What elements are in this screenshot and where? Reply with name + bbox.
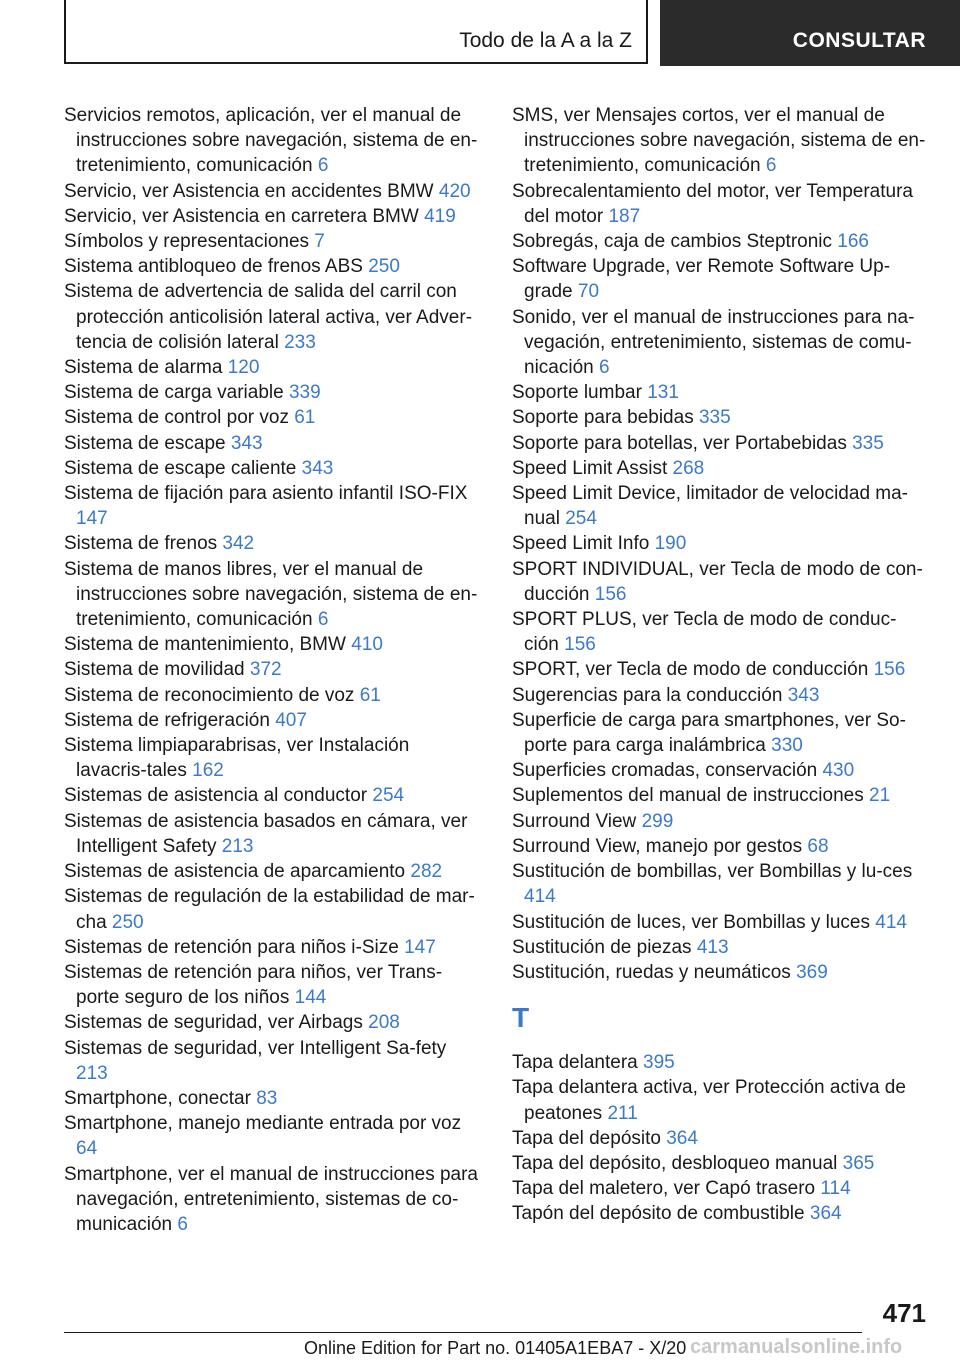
- index-entry: [64, 1086, 482, 1111]
- page-reference-link[interactable]: 208: [368, 1012, 400, 1034]
- page-reference-link[interactable]: 250: [111, 911, 144, 933]
- index-entry-text: Sustitución, ruedas y neumáticos: [512, 961, 791, 983]
- page-reference-link[interactable]: 268: [672, 457, 705, 479]
- index-entry-text: SPORT INDIVIDUAL, ver Tecla de modo de con‐ducción: [512, 558, 923, 605]
- page-reference-link[interactable]: 156: [564, 634, 596, 656]
- index-entry: [64, 1111, 482, 1161]
- page-header: [0, 0, 960, 66]
- page-reference-link[interactable]: 156: [594, 583, 627, 605]
- page-reference-link[interactable]: 342: [222, 533, 255, 555]
- index-column-right: [512, 103, 930, 1227]
- index-entry: [64, 1036, 482, 1086]
- index-entry: [512, 708, 930, 758]
- index-entry: [512, 179, 930, 229]
- index-entry-text: Sistema de reconocimiento de voz: [64, 684, 355, 706]
- index-entry-text: Sistema de advertencia de salida del carril con protección anticolisión lateral activa, ver Adver‐tencia de colisión lateral: [64, 281, 473, 353]
- page-reference-link[interactable]: 61: [359, 684, 381, 706]
- footer-edition-text: Online Edition for Part no. 01405A1EBA7 - X/20: [304, 1338, 687, 1358]
- index-entry: [512, 481, 930, 531]
- index-entry: [512, 1126, 930, 1151]
- page-reference-link[interactable]: 64: [76, 1138, 98, 1160]
- index-entry: [64, 254, 482, 279]
- index-entry-text: Sistemas de asistencia al conductor: [64, 785, 368, 807]
- index-entry-text: Sustitución de bombillas, ver Bombillas y lu‐ces: [512, 861, 913, 883]
- index-entry-text: Sistemas de seguridad, ver Airbags: [64, 1012, 363, 1034]
- index-entry-text: Sistema de fijación para asiento infantil ISO‐FIX: [64, 483, 468, 505]
- header-section-tab: [660, 0, 960, 66]
- index-entry-text: Sobregás, caja de cambios Steptronic: [512, 231, 833, 253]
- page-reference-link[interactable]: 254: [372, 785, 405, 807]
- index-entry-text: Surround View, manejo por gestos: [512, 835, 803, 857]
- index-entry-text: Superficies cromadas, conservación: [512, 760, 818, 782]
- page-reference-link[interactable]: 343: [301, 457, 334, 479]
- page-reference-link[interactable]: 6: [317, 609, 329, 631]
- index-entry: [64, 708, 482, 733]
- index-entry: [64, 657, 482, 682]
- page-reference-link[interactable]: 365: [842, 1152, 875, 1174]
- index-column-left: [64, 103, 482, 1237]
- index-entries-s: [512, 103, 930, 985]
- letter-heading-t: T: [512, 1002, 530, 1034]
- index-entry-text: Tapón del depósito de combustible: [512, 1203, 805, 1225]
- index-entry: [64, 884, 482, 934]
- page-reference-link[interactable]: 6: [599, 357, 610, 379]
- page-reference-link[interactable]: 6: [765, 155, 777, 177]
- index-entry-text: Sistemas de regulación de la estabilidad de mar‐cha: [64, 886, 475, 933]
- page-reference-link[interactable]: 282: [410, 861, 443, 883]
- index-entry: [64, 960, 482, 1010]
- page-reference-link[interactable]: 395: [643, 1052, 675, 1074]
- page-reference-link[interactable]: 419: [424, 205, 456, 227]
- index-entry: [64, 229, 482, 254]
- header-title-box: [64, 0, 648, 64]
- index-entry-text: Speed Limit Info: [512, 533, 650, 555]
- page-reference-link[interactable]: 147: [76, 508, 108, 530]
- page-reference-link[interactable]: 343: [787, 684, 820, 706]
- page-reference-link[interactable]: 414: [524, 886, 556, 908]
- index-entry: [512, 1075, 930, 1125]
- page-reference-link[interactable]: 70: [577, 281, 600, 303]
- index-entry: [512, 960, 930, 985]
- index-entry: [512, 809, 930, 834]
- index-entry: [64, 783, 482, 808]
- page-reference-link[interactable]: 335: [698, 407, 731, 429]
- index-entry: [64, 1162, 482, 1238]
- page-reference-link[interactable]: 407: [275, 709, 307, 731]
- page-reference-link[interactable]: 156: [873, 659, 906, 681]
- page-reference-link[interactable]: 233: [284, 331, 316, 353]
- index-entry: [64, 531, 482, 556]
- page-reference-link[interactable]: 343: [230, 432, 263, 454]
- index-entry: [512, 758, 930, 783]
- index-entry-text: Sistemas de retención para niños i-Size: [64, 936, 399, 958]
- index-entry: [64, 481, 482, 531]
- index-entry: [64, 1010, 482, 1035]
- index-entry-text: Servicio, ver Asistencia en carretera BMW: [64, 205, 419, 227]
- index-entry: [64, 809, 482, 859]
- page-reference-link[interactable]: 335: [852, 432, 884, 454]
- index-entry: [512, 859, 930, 909]
- page-reference-link[interactable]: 147: [404, 936, 436, 958]
- index-entry-text: Speed Limit Assist: [512, 457, 668, 479]
- index-entry-text: Sistema de escape: [64, 432, 226, 454]
- index-entry: [512, 910, 930, 935]
- page-reference-link[interactable]: 364: [809, 1203, 842, 1225]
- page-reference-link[interactable]: 410: [351, 634, 383, 656]
- index-entry: [64, 103, 482, 179]
- page-reference-link[interactable]: 6: [317, 155, 329, 177]
- index-entry: [512, 834, 930, 859]
- index-entry: [512, 607, 930, 657]
- page-number: 471: [882, 1298, 926, 1328]
- index-entry-text: Software Upgrade, ver Remote Software Up‐grade: [512, 256, 891, 303]
- index-entry: [512, 229, 930, 254]
- index-entry-text: Sonido, ver el manual de instrucciones para na‐vegación, entretenimiento, sistemas de comu‐nicación: [512, 306, 915, 379]
- page-reference-link[interactable]: 166: [837, 231, 869, 253]
- index-entry-text: Suplementos del manual de instrucciones: [512, 785, 864, 807]
- index-entry-text: Sugerencias para la conducción: [512, 684, 783, 706]
- index-entry: [512, 305, 930, 381]
- index-entry-text: Speed Limit Device, limitador de velocidad ma‐nual: [512, 483, 909, 530]
- page-reference-link[interactable]: 61: [294, 407, 316, 429]
- index-entry: [64, 557, 482, 633]
- index-entry-text: Soporte para botellas, ver Portabebidas: [512, 432, 847, 454]
- page-reference-link[interactable]: 369: [796, 961, 828, 983]
- index-entry-text: Sistemas de asistencia de aparcamiento: [64, 861, 406, 883]
- index-entry-text: Tapa delantera activa, ver Protección activa de peatones: [512, 1077, 906, 1124]
- index-entry-text: Sistema limpiaparabrisas, ver Instalación lavacris‐tales: [64, 735, 410, 782]
- index-entry: [512, 531, 930, 556]
- page-reference-link[interactable]: 114: [820, 1178, 851, 1200]
- page-reference-link[interactable]: 68: [807, 835, 829, 857]
- index-entry: [512, 431, 930, 456]
- index-entry-text: Sistemas de asistencia basados en cámara, ver Intelligent Safety: [64, 810, 468, 857]
- index-entry: [512, 683, 930, 708]
- index-entry: [512, 783, 930, 808]
- index-entry: [512, 254, 930, 304]
- index-entry-text: Símbolos y representaciones: [64, 231, 310, 253]
- index-entry: [512, 1201, 930, 1226]
- footer-watermark: carmanualsonline.info: [690, 1336, 903, 1358]
- index-entry-text: SPORT PLUS, ver Tecla de modo de conduc‐ción: [512, 609, 897, 656]
- index-entry-text: Sustitución de piezas: [512, 936, 692, 958]
- index-entry-text: Sistema de manos libres, ver el manual de instrucciones sobre navegación, sistema de en‐tretenimiento, comunicación: [64, 558, 478, 631]
- index-entry: [64, 405, 482, 430]
- index-entry: [512, 405, 930, 430]
- page-reference-link[interactable]: 413: [696, 936, 729, 958]
- page-reference-link[interactable]: 144: [294, 987, 327, 1009]
- index-entry: [512, 1050, 930, 1075]
- index-entry-text: Sistema antibloqueo de frenos ABS: [64, 256, 363, 278]
- page-reference-link[interactable]: 430: [822, 760, 855, 782]
- index-entry-text: Sistema de control por voz: [64, 407, 289, 429]
- page-reference-link[interactable]: 187: [608, 205, 641, 227]
- index-entry: [512, 557, 930, 607]
- index-entry-text: Sustitución de luces, ver Bombillas y luces: [512, 911, 870, 933]
- page-reference-link[interactable]: 120: [227, 357, 260, 379]
- index-entry: [64, 935, 482, 960]
- page-reference-link[interactable]: 330: [771, 735, 803, 757]
- index-entry-text: SMS, ver Mensajes cortos, ver el manual de instrucciones sobre navegación, sistema de en‐tretenimiento, comunicación: [512, 105, 926, 177]
- page-reference-link[interactable]: 364: [666, 1127, 698, 1149]
- page-reference-link[interactable]: 339: [288, 382, 321, 404]
- page-reference-link[interactable]: 213: [76, 1062, 108, 1084]
- index-entry: [64, 733, 482, 783]
- index-entry: [512, 657, 930, 682]
- index-entry-text: Sistema de escape caliente: [64, 457, 297, 479]
- index-entry: [64, 279, 482, 355]
- page-reference-link[interactable]: 250: [368, 256, 400, 278]
- page-reference-link[interactable]: 420: [438, 180, 471, 202]
- index-entry: [64, 456, 482, 481]
- index-entry-text: Superficie de carga para smartphones, ver So‐porte para carga inalámbrica: [512, 709, 906, 757]
- index-entry: [64, 179, 482, 204]
- index-entry-text: Smartphone, manejo mediante entrada por voz: [64, 1113, 462, 1135]
- index-entry-text: SPORT, ver Tecla de modo de conducción: [512, 659, 869, 681]
- page-reference-link[interactable]: 299: [641, 810, 674, 832]
- header-section-label: CONSULTAR: [792, 29, 926, 52]
- index-entry-text: Soporte lumbar: [512, 382, 642, 404]
- page-reference-link[interactable]: 7: [314, 231, 325, 253]
- page-reference-link[interactable]: 162: [192, 760, 224, 782]
- index-entry: [64, 683, 482, 708]
- index-entry-text: Tapa delantera: [512, 1052, 638, 1074]
- index-entry-text: Tapa del depósito: [512, 1127, 661, 1149]
- index-entry: [512, 1151, 930, 1176]
- page-reference-link[interactable]: 213: [221, 835, 254, 857]
- footer-divider: [64, 1332, 862, 1333]
- page-reference-link[interactable]: 6: [177, 1213, 188, 1235]
- page-reference-link[interactable]: 414: [875, 911, 907, 933]
- index-entries-t: [512, 1050, 930, 1226]
- index-entry-text: Tapa del maletero, ver Capó trasero: [512, 1178, 816, 1200]
- header-title: Todo de la A a la Z: [459, 29, 632, 52]
- index-entry-text: Sistemas de retención para niños, ver Trans‐porte seguro de los niños: [64, 961, 443, 1009]
- index-entry-text: Sistema de refrigeración: [64, 709, 270, 731]
- index-entry-text: Tapa del depósito, desbloqueo manual: [512, 1152, 838, 1174]
- page-reference-link[interactable]: 211: [607, 1102, 638, 1124]
- index-entry-text: Sistema de mantenimiento, BMW: [64, 634, 346, 656]
- page-reference-link[interactable]: 372: [249, 659, 282, 681]
- index-entry-text: Sistema de frenos: [64, 533, 218, 555]
- index-entry-text: Soporte para bebidas: [512, 407, 694, 429]
- index-entry-text: Sobrecalentamiento del motor, ver Temperatura del motor: [512, 180, 913, 227]
- index-entry: [512, 1176, 930, 1201]
- index-entry-text: Smartphone, ver el manual de instrucciones para navegación, entretenimiento, sistemas de co‐municación: [64, 1163, 479, 1235]
- index-entry-text: Sistema de movilidad: [64, 659, 245, 681]
- page-reference-link[interactable]: 21: [869, 785, 891, 807]
- index-entry: [512, 456, 930, 481]
- page-reference-link[interactable]: 190: [654, 533, 687, 555]
- index-entry-text: Smartphone, conectar: [64, 1087, 251, 1109]
- index-entry: [64, 355, 482, 380]
- index-entry: [512, 103, 930, 179]
- index-entry: [512, 380, 930, 405]
- page-reference-link[interactable]: 83: [256, 1087, 278, 1109]
- index-entry-text: Servicio, ver Asistencia en accidentes BMW: [64, 180, 434, 202]
- index-entry: [64, 204, 482, 229]
- index-entry: [64, 431, 482, 456]
- index-entry: [64, 380, 482, 405]
- index-entry-text: Sistema de alarma: [64, 357, 223, 379]
- index-entry-text: Surround View: [512, 810, 637, 832]
- index-entry: [64, 859, 482, 884]
- index-entry: [512, 935, 930, 960]
- index-entry-text: Sistema de carga variable: [64, 382, 284, 404]
- page-reference-link[interactable]: 131: [647, 382, 679, 404]
- page-reference-link[interactable]: 254: [565, 508, 597, 530]
- index-entry-text: Sistemas de seguridad, ver Intelligent Sa‐fety: [64, 1037, 447, 1059]
- index-entry-text: Servicios remotos, aplicación, ver el manual de instrucciones sobre navegación, sistema de en‐tretenimiento, comunicación: [64, 105, 478, 177]
- index-entry: [64, 632, 482, 657]
